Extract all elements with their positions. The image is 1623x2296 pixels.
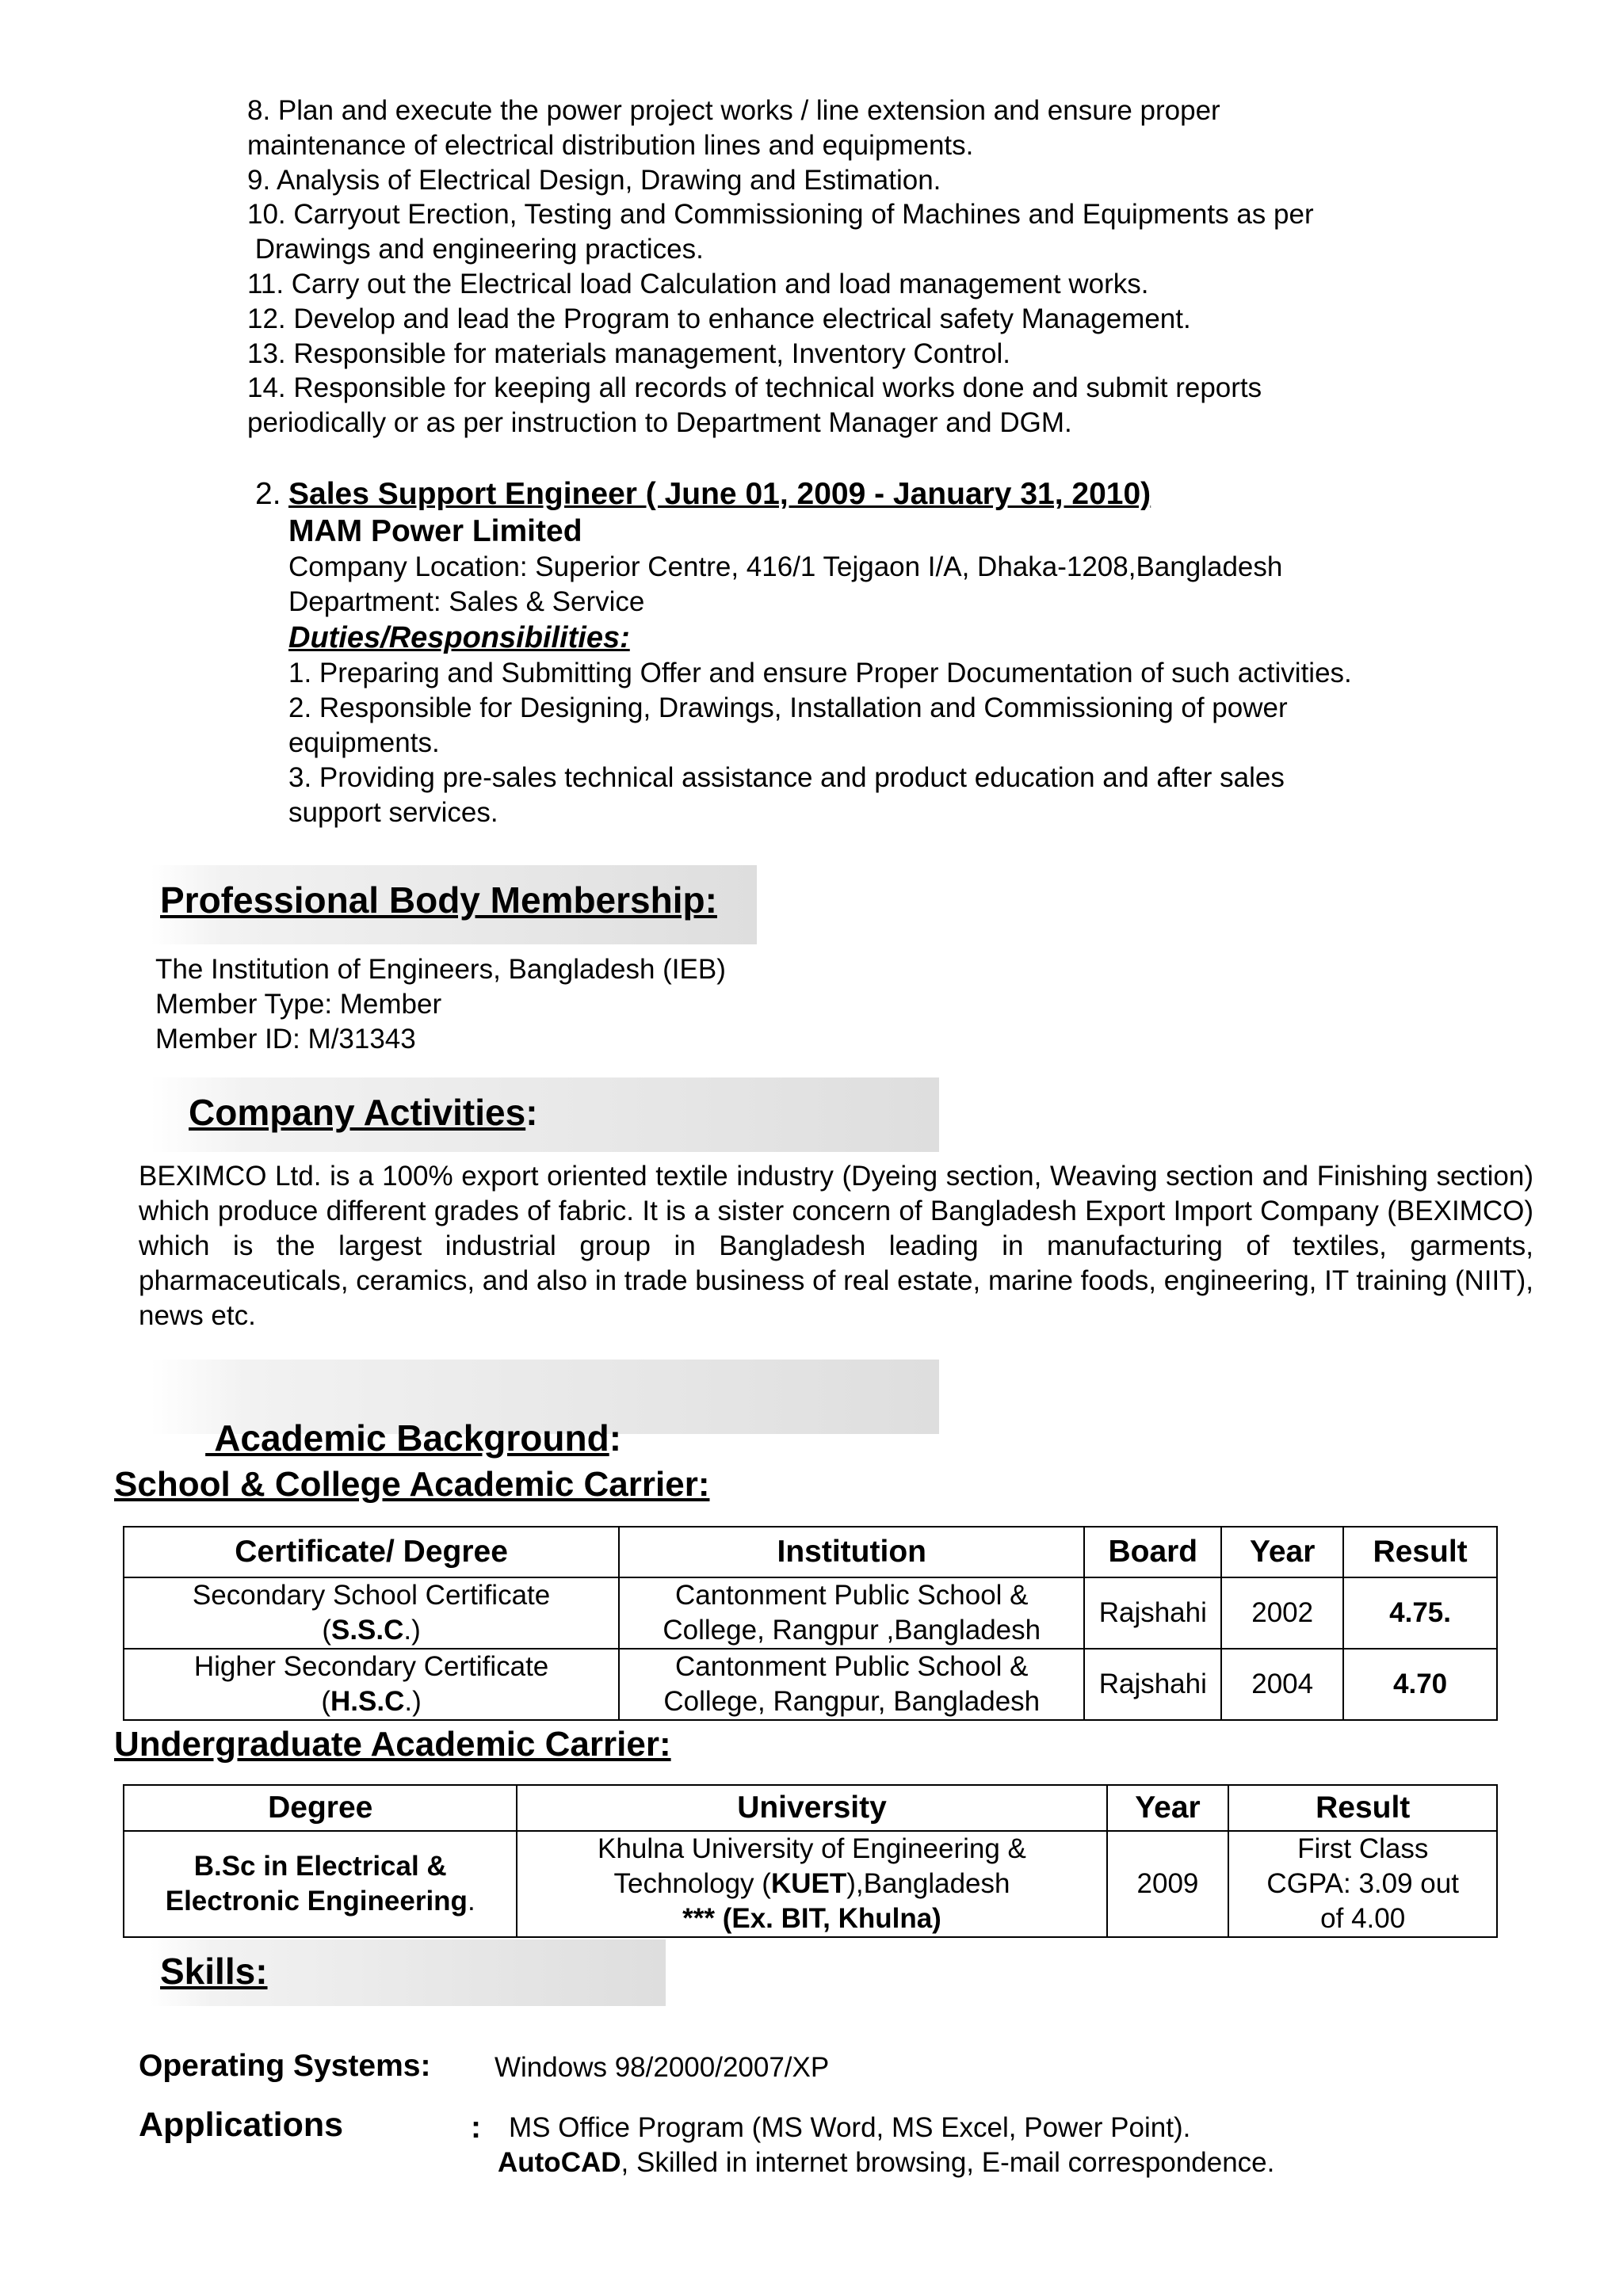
- university-cell: Khulna University of Engineering & Technology (KUET),Bangladesh *** (Ex. BIT, Khulna): [517, 1831, 1106, 1937]
- school-college-heading: School & College Academic Carrier:: [114, 1465, 710, 1504]
- duty-line: periodically or as per instruction to Department Manager and DGM.: [247, 407, 1072, 439]
- duty-line: 11. Carry out the Electrical load Calculation and load management works.: [247, 268, 1149, 299]
- operating-systems-value: Windows 98/2000/2007/XP: [495, 2052, 830, 2083]
- table-header-row: [124, 1785, 1497, 1831]
- previous-job-duties: [247, 93, 1515, 441]
- column-header: Year: [1107, 1785, 1229, 1831]
- table-row: [124, 1577, 1497, 1649]
- duty-line: equipments.: [288, 727, 440, 758]
- company-name: MAM Power Limited: [288, 514, 582, 548]
- duty-line: 13. Responsible for materials management, Inventory Control.: [247, 338, 1010, 369]
- applications-label: Applications: [139, 2106, 344, 2144]
- institution-cell: Cantonment Public School & College, Rangpur, Bangladesh: [619, 1649, 1084, 1720]
- result-cell: 4.70: [1343, 1649, 1497, 1720]
- job-title: Sales Support Engineer ( June 01, 2009 - January 31, 2010): [288, 477, 1151, 511]
- duty-line: 8. Plan and execute the power project works / line extension and ensure proper: [247, 95, 1220, 126]
- degree-cell: B.Sc in Electrical & Electronic Engineering.: [124, 1831, 517, 1937]
- result-cell: 4.75.: [1343, 1577, 1497, 1649]
- job-number: 2.: [255, 477, 281, 511]
- column-header: Result: [1228, 1785, 1497, 1831]
- academic-heading: Academic Background:: [205, 1417, 622, 1459]
- company-location: Company Location: Superior Centre, 416/1 Tejgaon I/A, Dhaka-1208,Bangladesh: [288, 551, 1283, 582]
- applications-line: MS Office Program (MS Word, MS Excel, Power Point).: [509, 2112, 1191, 2143]
- table-row: [124, 1831, 1497, 1937]
- column-header: Year: [1221, 1527, 1343, 1577]
- company-activities-text: BEXIMCO Ltd. is a 100% export oriented textile industry (Dyeing section, Weaving section and Finishing section) which produce different grades of fabric. It is a sister concern of Bangladesh Export Import Company (BEXIMCO) which is the largest industrial group in Bangladesh leading in manufacturing of textiles, garments, pharmaceuticals, ceramics, and also in trade business of real estate, marine foods, engineering, IT training (NIIT), news etc.: [139, 1161, 1533, 1331]
- year-cell: 2004: [1221, 1649, 1343, 1720]
- applications-colon: :: [471, 2111, 481, 2145]
- duties-heading: Duties/Responsibilities:: [288, 621, 630, 654]
- board-cell: Rajshahi: [1084, 1649, 1221, 1720]
- undergraduate-heading: Undergraduate Academic Carrier:: [114, 1725, 671, 1764]
- membership-line: Member ID: M/31343: [155, 1024, 416, 1055]
- table-header-row: [124, 1527, 1497, 1577]
- applications-line: AutoCAD, Skilled in internet browsing, E-mail correspondence.: [498, 2147, 1275, 2178]
- column-header: University: [517, 1785, 1106, 1831]
- membership-line: Member Type: Member: [155, 989, 442, 1020]
- table-row: [124, 1649, 1497, 1720]
- duty-line: maintenance of electrical distribution lines and equipments.: [247, 129, 974, 161]
- company-activities-heading: Company Activities:: [189, 1092, 538, 1133]
- duty-line: 12. Develop and lead the Program to enhance electrical safety Management.: [247, 303, 1191, 334]
- duty-line: 3. Providing pre-sales technical assistance and product education and after sales: [288, 762, 1285, 793]
- column-header: Certificate/ Degree: [124, 1527, 619, 1577]
- column-header: Institution: [619, 1527, 1084, 1577]
- duty-line: 1. Preparing and Submitting Offer and ensure Proper Documentation of such activities.: [288, 658, 1352, 688]
- column-header: Degree: [124, 1785, 517, 1831]
- institution-cell: Cantonment Public School & College, Rangpur ,Bangladesh: [619, 1577, 1084, 1649]
- degree-cell: Secondary School Certificate (S.S.C.): [124, 1577, 619, 1649]
- duty-line: 2. Responsible for Designing, Drawings, Installation and Commissioning of power: [288, 692, 1288, 723]
- membership-line: The Institution of Engineers, Bangladesh (IEB): [155, 954, 726, 985]
- duty-line: 14. Responsible for keeping all records of technical works done and submit reports: [247, 372, 1262, 404]
- year-cell: 2002: [1221, 1577, 1343, 1649]
- year-cell: 2009: [1107, 1831, 1229, 1937]
- skills-heading: Skills:: [160, 1951, 268, 1992]
- column-header: Board: [1084, 1527, 1221, 1577]
- operating-systems-label: Operating Systems:: [139, 2049, 431, 2083]
- duty-line: 9. Analysis of Electrical Design, Drawing and Estimation.: [247, 164, 941, 196]
- column-header: Result: [1343, 1527, 1497, 1577]
- school-college-table: [123, 1526, 1498, 1721]
- degree-cell: Higher Secondary Certificate (H.S.C.): [124, 1649, 619, 1720]
- result-cell: First Class CGPA: 3.09 out of 4.00: [1228, 1831, 1497, 1937]
- undergraduate-table: [123, 1784, 1498, 1938]
- duty-line: 10. Carryout Erection, Testing and Commissioning of Machines and Equipments as per: [247, 199, 1314, 231]
- membership-heading: Professional Body Membership:: [160, 879, 717, 921]
- duty-line: support services.: [288, 797, 498, 828]
- board-cell: Rajshahi: [1084, 1577, 1221, 1649]
- department: Department: Sales & Service: [288, 586, 645, 617]
- duty-line: Drawings and engineering practices.: [247, 234, 704, 265]
